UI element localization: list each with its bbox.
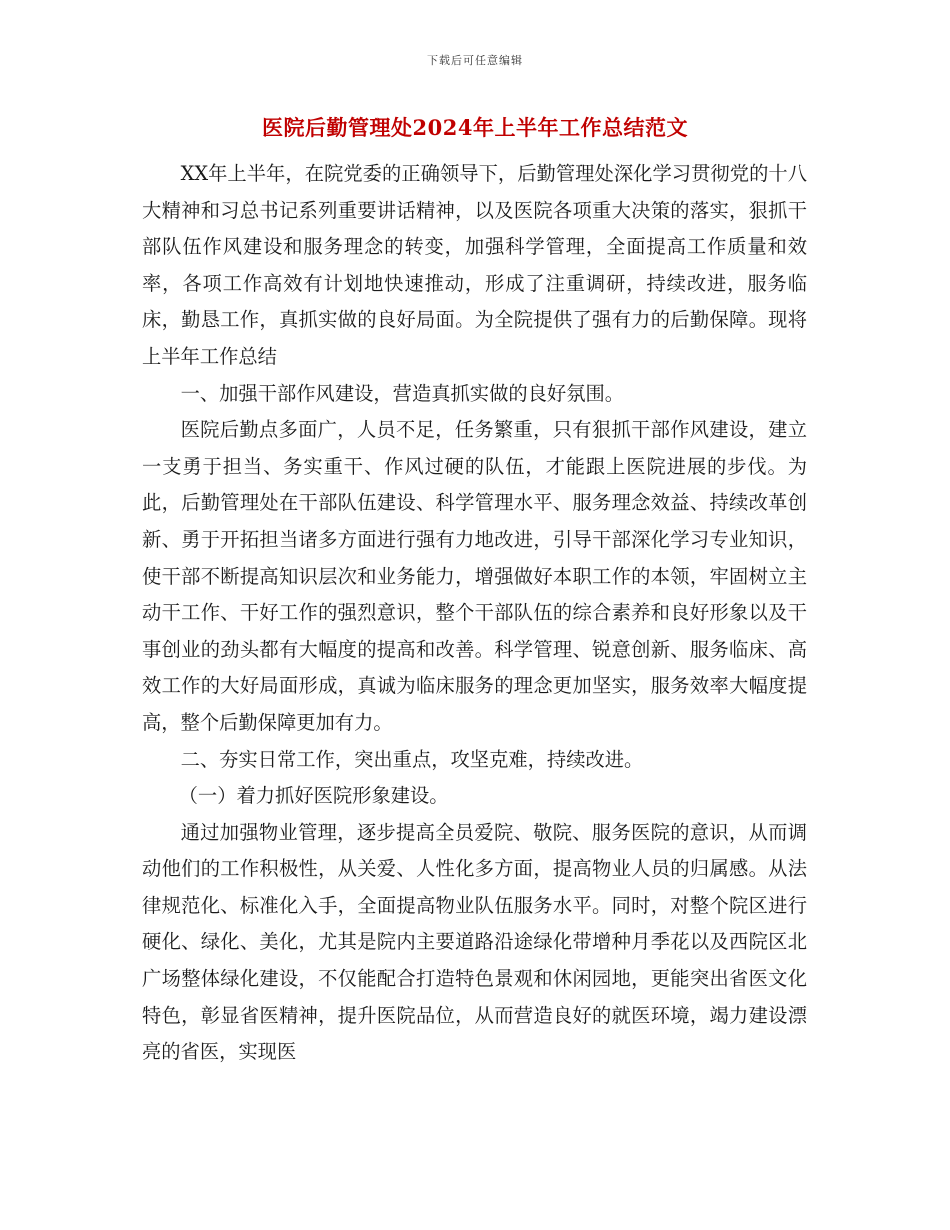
document-title: 医院后勤管理处2024年上半年工作总结范文 xyxy=(262,115,688,140)
document-body xyxy=(142,156,807,1071)
section-heading-1: 一、加强干部作风建设，营造真抓实做的良好氛围。 xyxy=(180,381,625,405)
paragraph-intro: XX年上半年，在院党委的正确领导下，后勤管理处深化学习贯彻党的十八大精神和习总书记系列重要讲话精神，以及医院各项重大决策的落实，狠抓干部队伍作风建设和服务理念的转变，加强科学管理，全面提高工作质量和效率，各项工作高效有计划地快速推动，形成了注重调研，持续改进，服务临床，勤恳工作，真抓实做的良好局面。为全院提供了强有力的后勤保障。现将上半年工作总结 xyxy=(142,162,807,368)
section-heading-2: 二、夯实日常工作，突出重点，攻坚克难，持续改进。 xyxy=(180,747,644,771)
page-header-note: 下载后可任意编辑 xyxy=(427,54,523,67)
paragraph-section-1: 医院后勤点多面广，人员不足，任务繁重，只有狠抓干部作风建设，建立一支勇于担当、务实重干、作风过硬的队伍，才能跟上医院进展的步伐。为此，后勤管理处在干部队伍建设、科学管理水平、服务理念效益、持续改革创新、勇于开拓担当诸多方面进行强有力地改进，引导干部深化学习专业知识，使干部不断提高知识层次和业务能力，增强做好本职工作的本领，牢固树立主动干工作、干好工作的强烈意识，整个干部队伍的综合素养和良好形象以及干事创业的劲头都有大幅度的提高和改善。科学管理、锐意创新、服务临床、高效工作的大好局面形成，真诚为临床服务的理念更加坚实，服务效率大幅度提高，整个后勤保障更加有力。 xyxy=(142,418,807,734)
subsection-heading-1: （一）着力抓好医院形象建设。 xyxy=(178,784,449,808)
paragraph-subsection-1: 通过加强物业管理，逐步提高全员爱院、敬院、服务医院的意识，从而调动他们的工作积极性，从关爱、人性化多方面，提高物业人员的归属感。从法律规范化、标准化入手，全面提高物业队伍服务水平。同时，对整个院区进行硬化、绿化、美化，尤其是院内主要道路沿途绿化带增种月季花以及西院区北广场整体绿化建设，不仅能配合打造特色景观和休闲园地，更能突出省医文化特色，彰显省医精神，提升医院品位，从而营造良好的就医环境，竭力建设漂亮的省医，实现医 xyxy=(142,820,807,1064)
